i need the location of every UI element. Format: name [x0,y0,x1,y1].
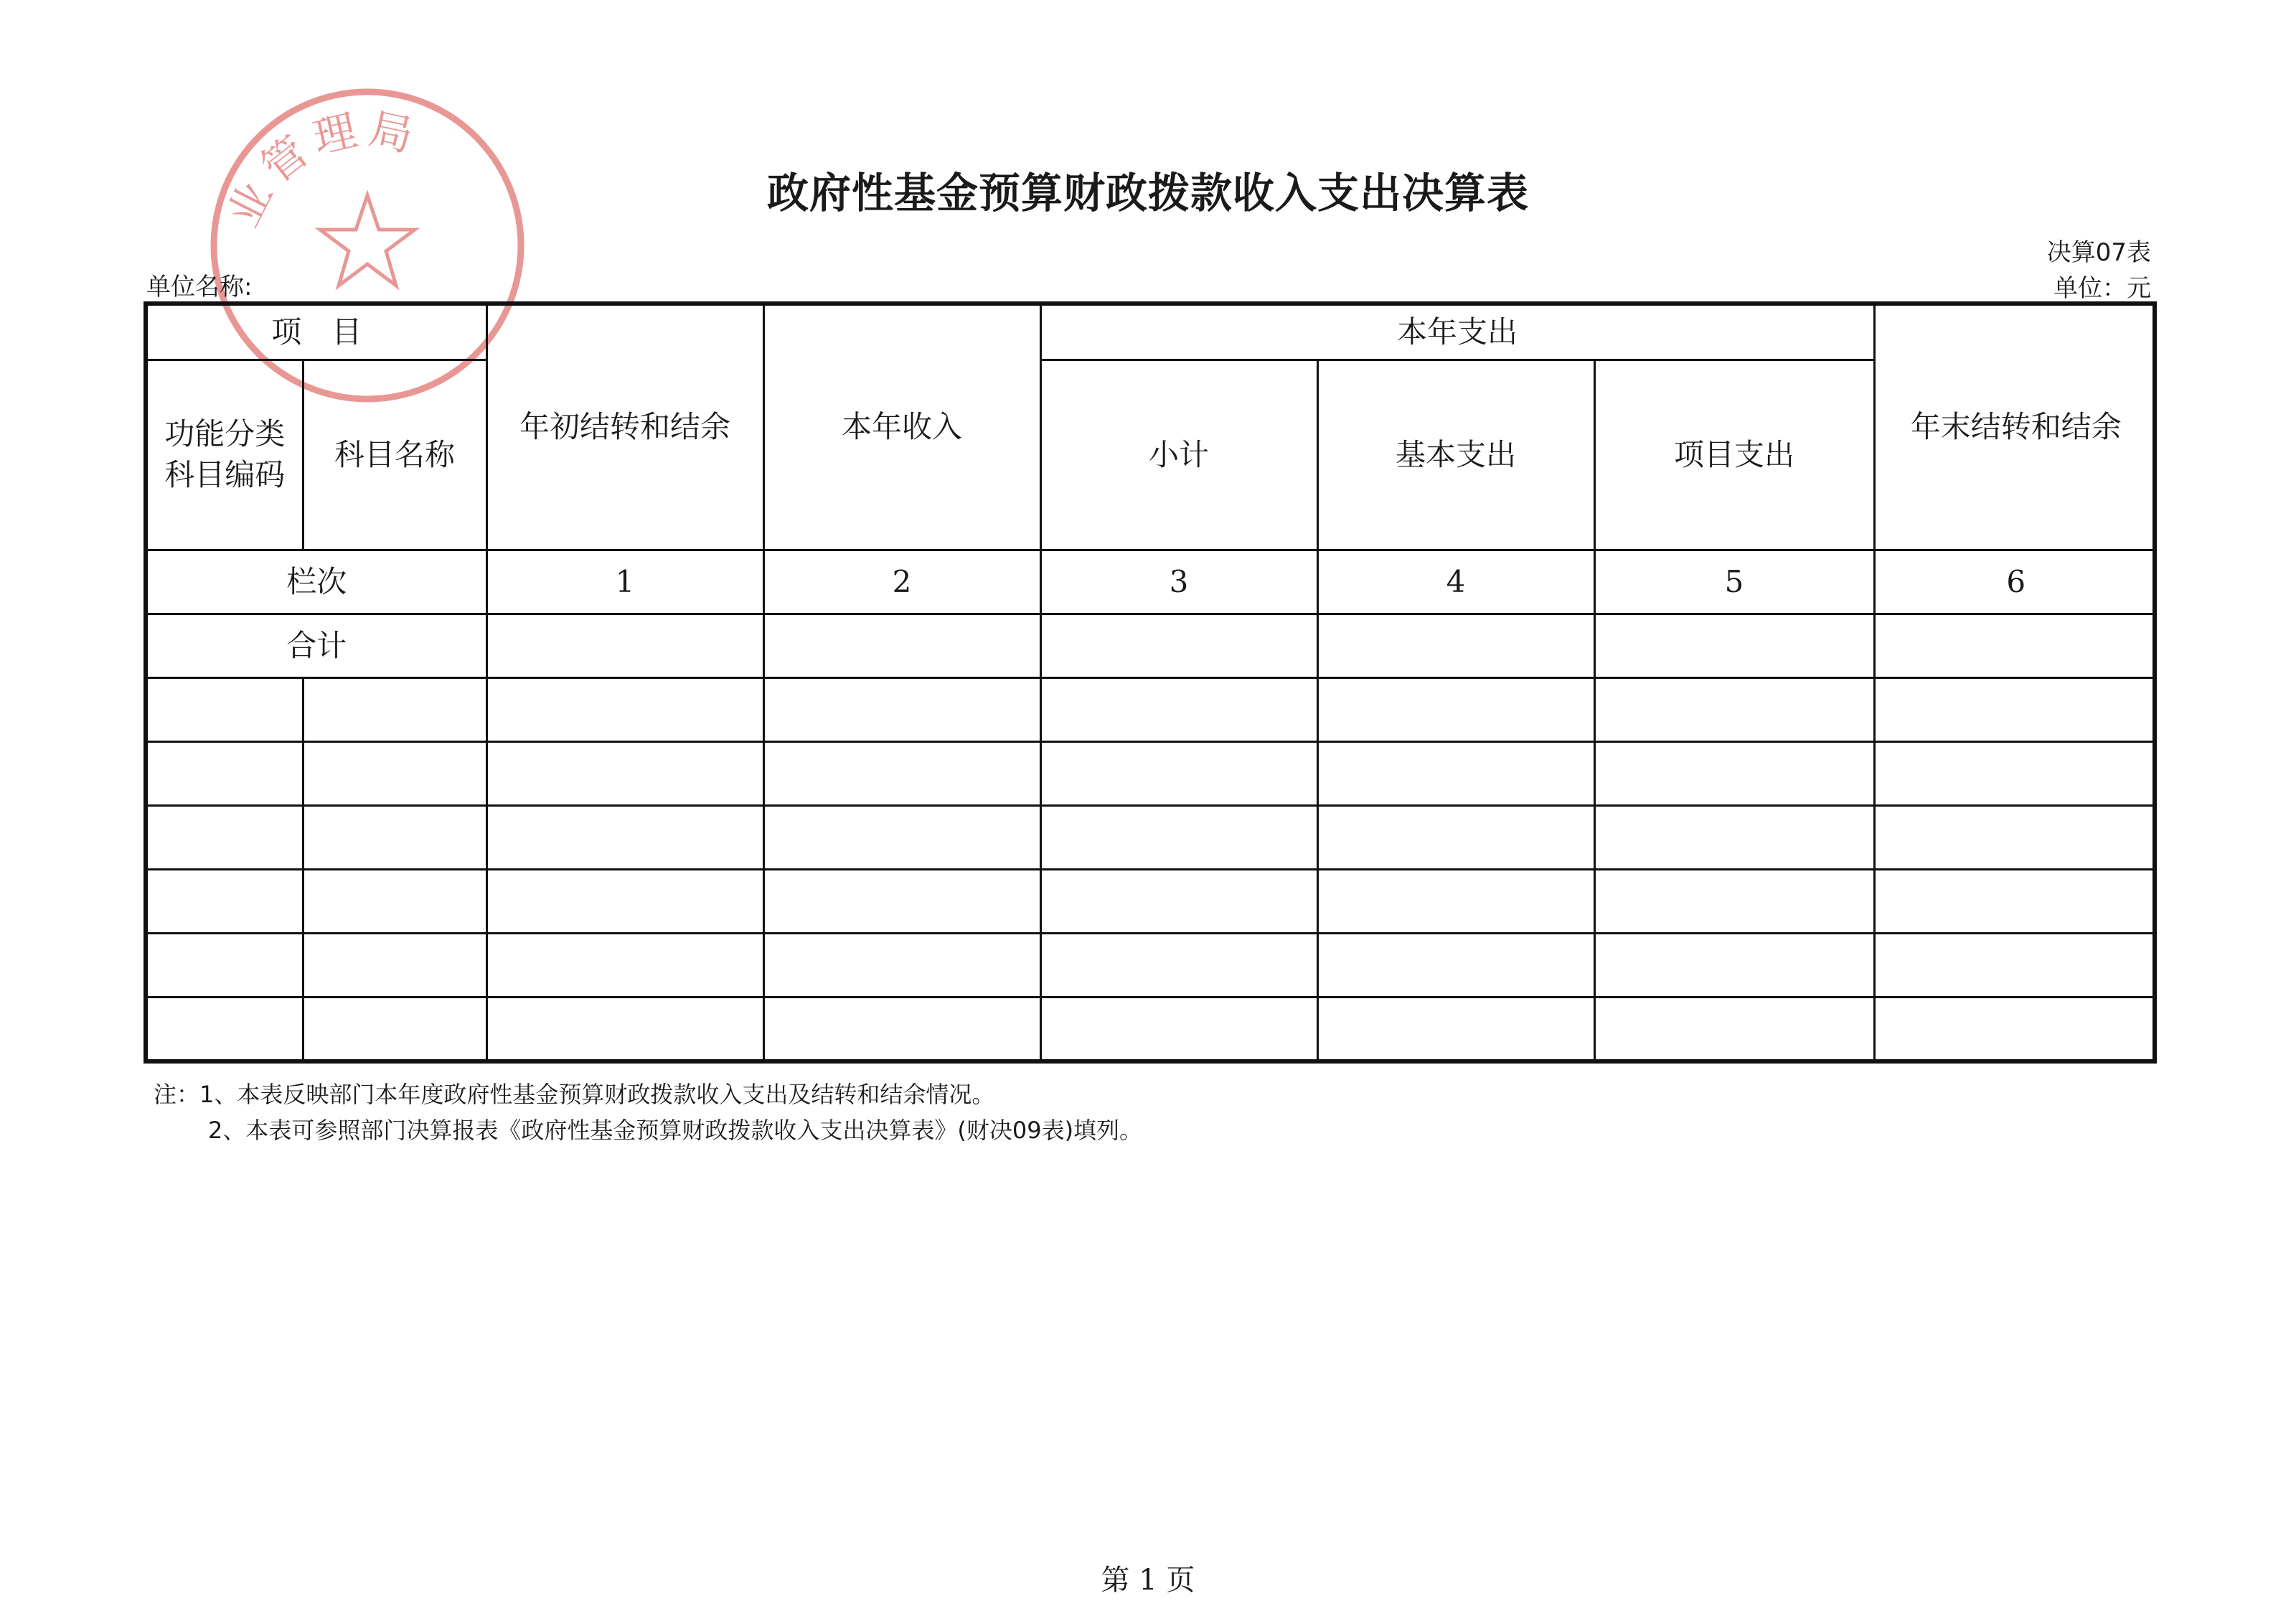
table-cell [763,998,1040,1061]
table-cell [148,870,303,934]
row-index-label: 栏次 [148,550,486,614]
seal-text: 业管理局 [218,103,425,235]
table-cell [763,742,1040,806]
table-cell [1317,678,1594,742]
table-cell [1874,934,2157,998]
table-cell [1317,806,1594,870]
header-basic-expense: 基本支出 [1317,360,1594,550]
footnote-2: 2、本表可参照部门决算报表《政府性基金预算财政拨款收入支出决算表》(财决09表)填列。 [208,1117,1143,1144]
table-cell [1317,870,1594,934]
table-cell [1317,998,1594,1061]
table-cell [1874,678,2157,742]
column-number: 5 [1594,550,1874,614]
total-cell [1594,614,1874,678]
footnotes [154,1076,1142,1148]
table-cell [1040,934,1317,998]
table-cell [1874,870,2157,934]
table-cell [1594,870,1874,934]
document-title: 政府性基金预算财政拨款收入支出决算表 [766,169,1529,217]
table-cell [1040,870,1317,934]
total-cell [1317,614,1594,678]
table-cell [303,998,486,1061]
header-current-expense: 本年支出 [1040,306,1874,360]
table-cell [303,742,486,806]
table-cell [486,870,763,934]
total-cell [1040,614,1317,678]
column-number: 4 [1317,550,1594,614]
column-number: 3 [1040,550,1317,614]
table-cell [1594,678,1874,742]
table-cell [1040,742,1317,806]
header-begin-balance: 年初结转和结余 [486,306,763,550]
table-row [148,934,2157,998]
column-number: 6 [1874,550,2157,614]
table-cell [303,870,486,934]
total-label: 合计 [148,614,486,678]
header-end-balance: 年末结转和结余 [1874,306,2157,550]
header-function-code: 功能分类科目编码 [148,360,303,550]
header-project-expense: 项目支出 [1594,360,1874,550]
table-cell [1874,998,2157,1061]
table-cell [1594,934,1874,998]
table-cell [763,678,1040,742]
table-cell [1874,806,2157,870]
table-cell [1594,998,1874,1061]
total-cell [1874,614,2157,678]
table-cell [1317,934,1594,998]
table-cell [1594,806,1874,870]
table-cell [763,870,1040,934]
table-cell [1040,806,1317,870]
report-table [148,306,2157,1060]
table-cell [486,806,763,870]
table-row [148,806,2157,870]
table-row [148,678,2157,742]
form-code: 决算07表 [2046,238,2151,267]
table-cell [486,998,763,1061]
header-current-income: 本年收入 [763,306,1040,550]
table-cell [1040,998,1317,1061]
table-cell [763,806,1040,870]
report-table-frame [144,301,2157,1064]
table-cell [303,806,486,870]
total-cell [486,614,763,678]
table-cell [148,678,303,742]
table-cell [148,742,303,806]
unit-name-label: 单位名称: [146,273,253,301]
header-subject-name: 科目名称 [303,360,486,550]
table-cell [303,678,486,742]
total-cell [763,614,1040,678]
currency-unit-label: 单位：元 [2053,274,2151,303]
header-item: 项 目 [148,306,486,360]
table-cell [486,934,763,998]
table-cell [148,806,303,870]
table-row [148,870,2157,934]
table-row [148,742,2157,806]
table-cell [486,742,763,806]
table-cell [486,678,763,742]
table-cell [303,934,486,998]
column-number: 2 [763,550,1040,614]
table-cell [148,998,303,1061]
table-cell [148,934,303,998]
table-cell [1874,742,2157,806]
table-cell [763,934,1040,998]
table-cell [1594,742,1874,806]
footnote-1: 注：1、本表反映部门本年度政府性基金预算财政拨款收入支出及结转和结余情况。 [154,1081,995,1108]
header-subtotal: 小计 [1040,360,1317,550]
table-cell [1317,742,1594,806]
page-number: 第 1 页 [1101,1564,1195,1597]
column-number: 1 [486,550,763,614]
table-row [148,998,2157,1061]
table-cell [1040,678,1317,742]
